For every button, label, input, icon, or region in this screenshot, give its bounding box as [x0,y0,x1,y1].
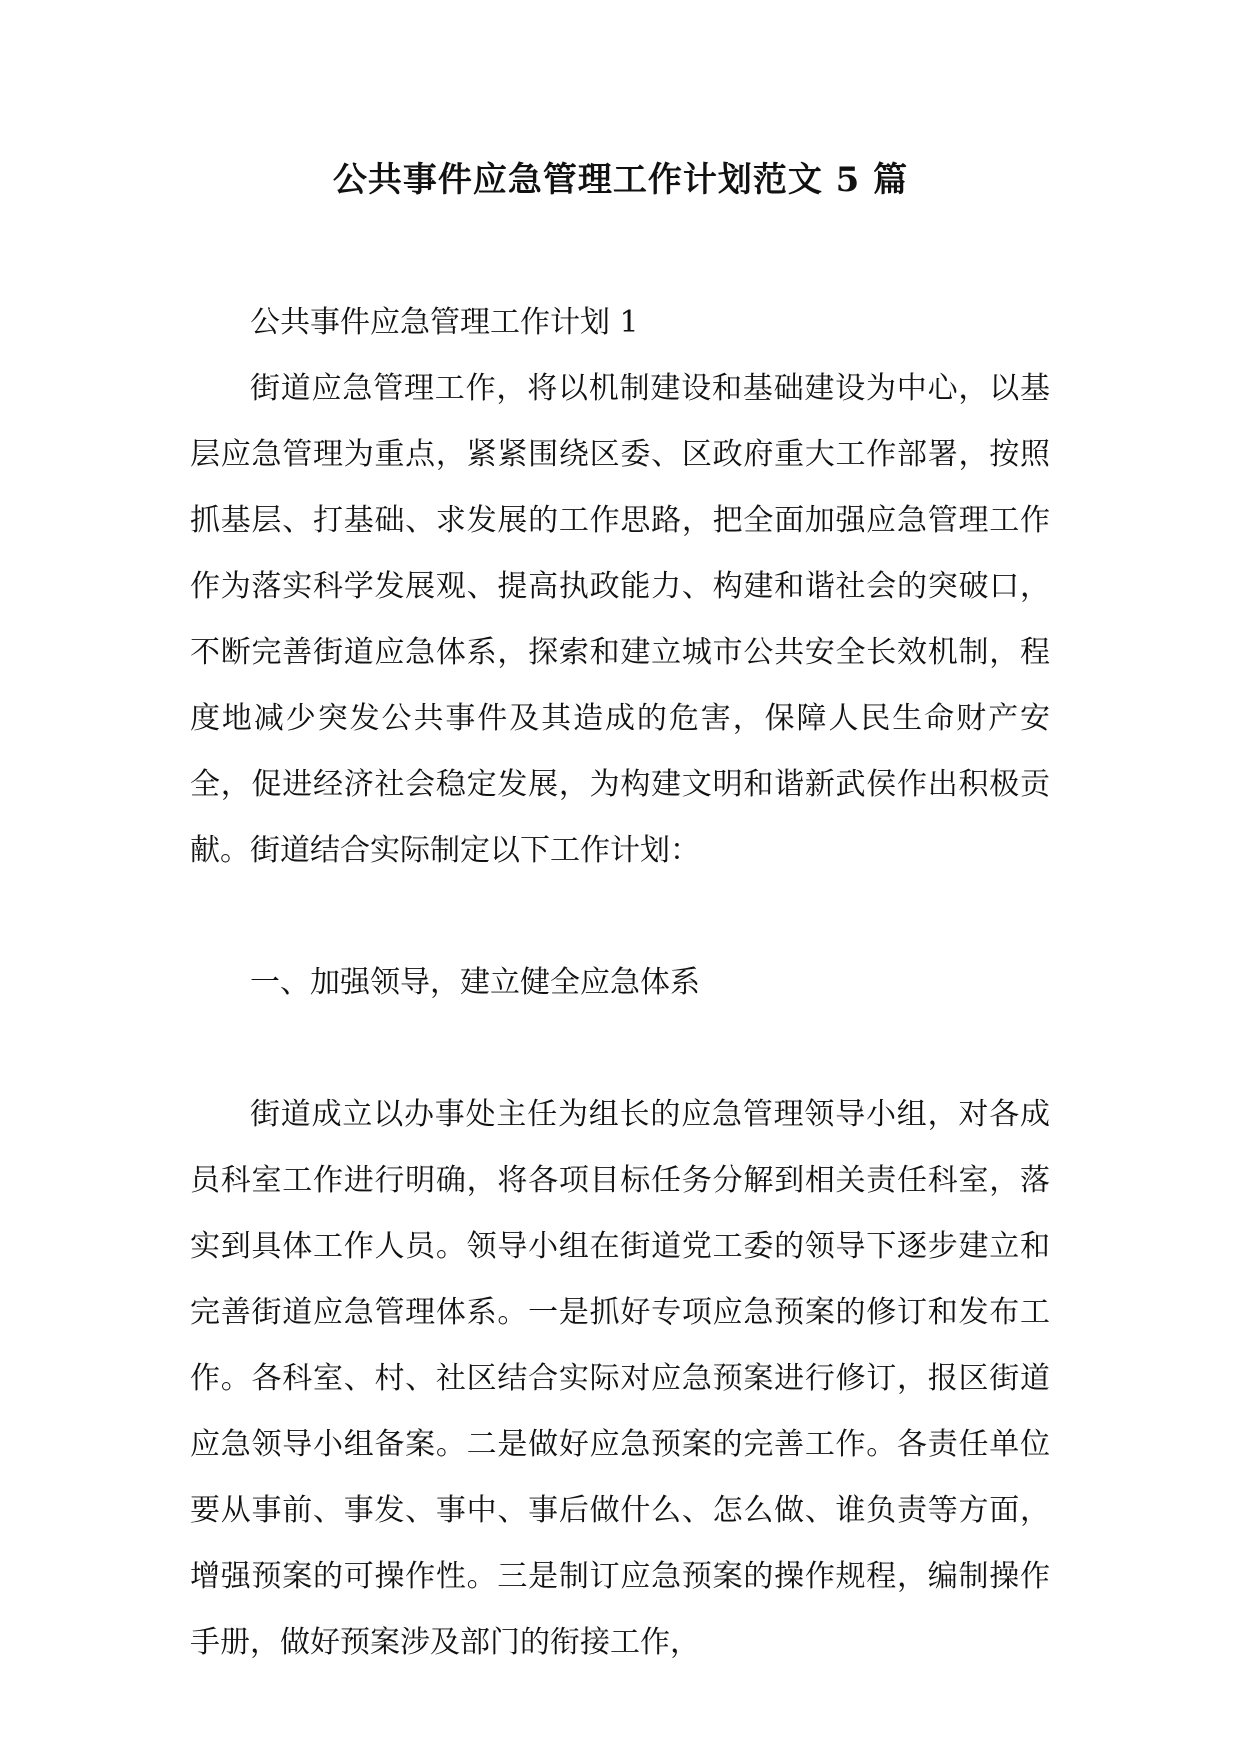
document-body [190,290,1050,1676]
intro-paragraph: 街道应急管理工作，将以机制建设和基础建设为中心，以基层应急管理为重点，紧紧围绕区委、区政府重大工作部署，按照抓基层、打基础、求发展的工作思路，把全面加强应急管理工作作为落实科学发展观、提高执政能力、构建和谐社会的突破口，不断完善街道应急体系，探索和建立城市公共安全长效机制，程度地减少突发公共事件及其造成的危害，保障人民生命财产安全，促进经济社会稳定发展，为构建文明和谐新武侯作出积极贡献。街道结合实际制定以下工作计划： [190,371,1050,868]
section-heading: 一、加强领导，建立健全应急体系 [250,965,700,1000]
section-paragraph: 街道成立以办事处主任为组长的应急管理领导小组，对各成员科室工作进行明确，将各项目标任务分解到相关责任科室，落实到具体工作人员。领导小组在街道党工委的领导下逐步建立和完善街道应急管理体系。一是抓好专项应急预案的修订和发布工作。各科室、村、社区结合实际对应急预案进行修订，报区街道应急领导小组备案。二是做好应急预案的完善工作。各责任单位要从事前、事发、事中、事后做什么、怎么做、谁负责等方面，增强预案的可操作性。三是制订应急预案的操作规程，编制操作手册，做好预案涉及部门的衔接工作， [190,1097,1050,1660]
plan-subtitle: 公共事件应急管理工作计划 1 [250,305,639,340]
document-title: 公共事件应急管理工作计划范文 5 篇 [332,160,909,200]
